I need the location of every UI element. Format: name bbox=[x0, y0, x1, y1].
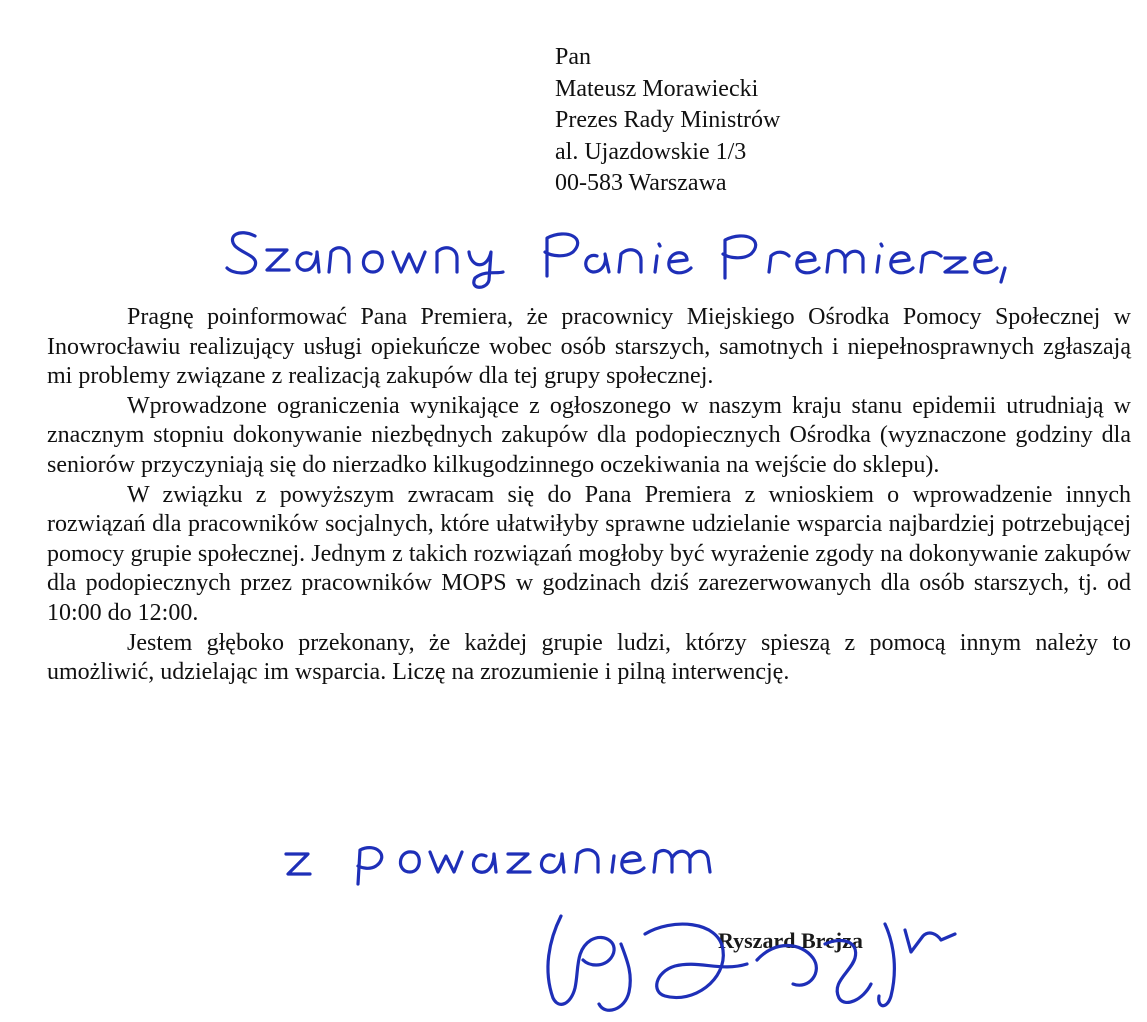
paragraph-2: Wprowadzone ograniczenia wynikające z ogłoszonego w naszym kraju stanu epidemii utrudniają w znacznym stopniu dokonywanie niezbędnych zakupów dla podopiecznych Ośrodka (wyznaczone godziny dla seniorów przyczyniają się do nierzadko kilkugodzinnego oczekiwania na wejście do sklepu). bbox=[47, 392, 1131, 478]
paragraph-4: Jestem głęboko przekonany, że każdej grupie ludzi, którzy spieszą z pomocą innym należy to umożliwić, udzielając im wsparcia. Liczę na zrozumienie i pilną interwencję. bbox=[47, 629, 1131, 686]
paragraph-1: Pragnę poinformować Pana Premiera, że pracownicy Miejskiego Ośrodka Pomocy Społecznej w Inowrocławiu realizujący usługi opiekuńcze wobec osób starszych, samotnych i niepełnosprawnych zgłaszają mi problemy związane z realizacją zakupów dla tej grupy społecznej. bbox=[47, 304, 1131, 390]
recipient-street: al. Ujazdowskie 1/3 bbox=[555, 138, 747, 165]
handwritten-salutation bbox=[225, 222, 1015, 292]
signatory-name: Ryszard Brejza bbox=[718, 928, 863, 953]
handwritten-closing bbox=[280, 828, 740, 888]
recipient-title: Pan bbox=[555, 44, 591, 70]
handwritten-signature bbox=[525, 900, 1025, 1020]
recipient-name: Mateusz Morawiecki bbox=[555, 75, 759, 102]
letter-body bbox=[47, 303, 1131, 688]
recipient-address-block bbox=[555, 42, 780, 200]
paragraph-3: W związku z powyższym zwracam się do Pana Premiera z wnioskiem o wprowadzenie innych rozwiązań dla pracowników socjalnych, które ułatwiłyby sprawne udzielanie wsparcia najbardziej potrzebującej pomocy grupie społecznej. Jednym z takich rozwiązań mogłoby być wyrażenie zgody na dokonywanie zakupów dla podopiecznych przez pracowników MOPS w godzinach dziś zarezerwowanych dla osób starszych, tj. od 10:00 do 12:00. bbox=[47, 481, 1131, 626]
recipient-city: 00-583 Warszawa bbox=[555, 170, 727, 196]
recipient-position: Prezes Rady Ministrów bbox=[555, 107, 781, 133]
